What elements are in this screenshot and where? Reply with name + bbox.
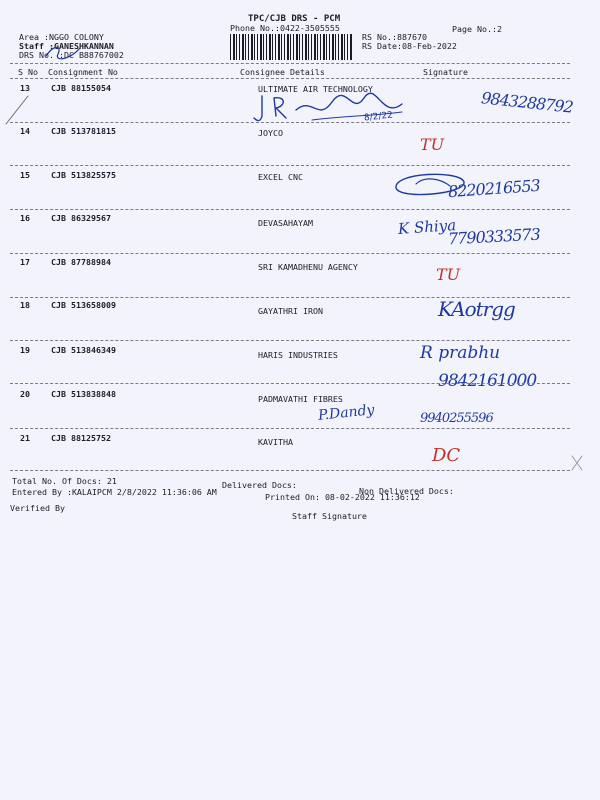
total-docs: Total No. Of Docs: 21 [12,476,117,486]
row-19-signature-name: R prabhu [420,343,501,363]
row-15-consignment: CJB 513825575 [51,170,116,180]
header-initials-scribble [40,38,90,66]
row-divider [10,253,570,254]
margin-pen-mark [2,90,32,130]
row-21-signature-initials: DC [432,445,461,466]
row-divider [10,383,570,384]
rs-number: RS No.:887670 [362,32,427,42]
row-17-consignment: CJB 87788984 [51,257,111,267]
row-16-sno: 16 [20,213,30,223]
row-13-consignment: CJB 88155054 [51,83,111,93]
row-15-signature-phone: 8220216553 [447,175,541,202]
drs-number: DRS No. :DC B88767002 [19,50,124,60]
row-14-sno: 14 [20,126,30,136]
row-13-signature-phone: 9843288792 [480,88,574,117]
row-divider [10,340,570,341]
non-delivered-docs-label: Non Delivered Docs: [359,486,454,496]
document-title: TPC/CJB DRS - PCM [248,14,341,24]
row-14-signature-initials: TU [420,135,445,154]
row-20-sno: 20 [20,389,30,399]
staff-label: Staff :GANESHKANNAN [19,41,114,51]
area-label: Area :NGGO COLONY [19,32,104,42]
row-19-consignment: CJB 513846349 [51,345,116,355]
row-13-consignee: ULTIMATE AIR TECHNOLOGY [258,84,373,94]
entered-by: Entered By :KALAIPCM 2/8/2022 11:36:06 AM [12,487,217,497]
column-consignee: Consignee Details [240,67,325,77]
row-17-signature-initials: TU [436,265,461,284]
verified-by-label: Verified By [10,503,65,513]
page-number: Page No.:2 [452,24,502,34]
barcode-image [230,34,352,60]
row-21-consignee: KAVITHA [258,437,293,447]
rs-date: RS Date:08-Feb-2022 [362,41,457,51]
row-16-consignee: DEVASAHAYAM [258,218,313,228]
row-13-signature-date: 8/2/22 [363,110,394,124]
table-bottom-divider [10,470,570,471]
row-18-sno: 18 [20,300,30,310]
row-20-consignee: PADMAVATHI FIBRES [258,394,343,404]
row-divider [10,428,570,429]
column-consignment: Consignment No [48,67,118,77]
printed-on: Printed On: 08-02-2022 11:36:12 [265,492,420,502]
staff-signature-label: Staff Signature [292,511,367,521]
row-20-signature-name: P.Dandy [317,402,376,424]
row-20-signature-phone: 9940255596 [420,411,493,426]
row-14-consignee: JOYCO [258,128,283,138]
row-19-signature-phone: 9842161000 [438,371,537,391]
row-18-consignment: CJB 513658009 [51,300,116,310]
delivered-docs-label: Delivered Docs: [222,480,297,490]
margin-tick-mark [566,448,590,478]
row-21-consignment: CJB 88125752 [51,433,111,443]
row-17-consignee: SRI KAMADHENU AGENCY [258,262,358,272]
row-20-consignment: CJB 513838848 [51,389,116,399]
row-19-consignee: HARIS INDUSTRIES [258,350,338,360]
column-signature: Signature [423,67,468,77]
row-15-sno: 15 [20,170,30,180]
phone-number: Phone No.:0422-3505555 [230,23,340,33]
row-18-signature-name: KAotrgg [438,297,515,321]
row-18-consignee: GAYATHRI IRON [258,306,323,316]
row-19-sno: 19 [20,345,30,355]
header-divider [10,63,570,64]
row-divider [10,122,570,123]
column-divider [10,78,570,79]
column-sno: S No [18,67,38,77]
row-16-signature-name: K Shiya [397,215,457,239]
row-divider [10,165,570,166]
row-16-consignment: CJB 86329567 [51,213,111,223]
row-21-sno: 21 [20,433,30,443]
row-13-sno: 13 [20,83,30,93]
row-15-consignee: EXCEL CNC [258,172,303,182]
row-divider [10,209,570,210]
row-16-signature-phone: 7790333573 [447,224,541,249]
row-14-consignment: CJB 513781815 [51,126,116,136]
row-17-sno: 17 [20,257,30,267]
